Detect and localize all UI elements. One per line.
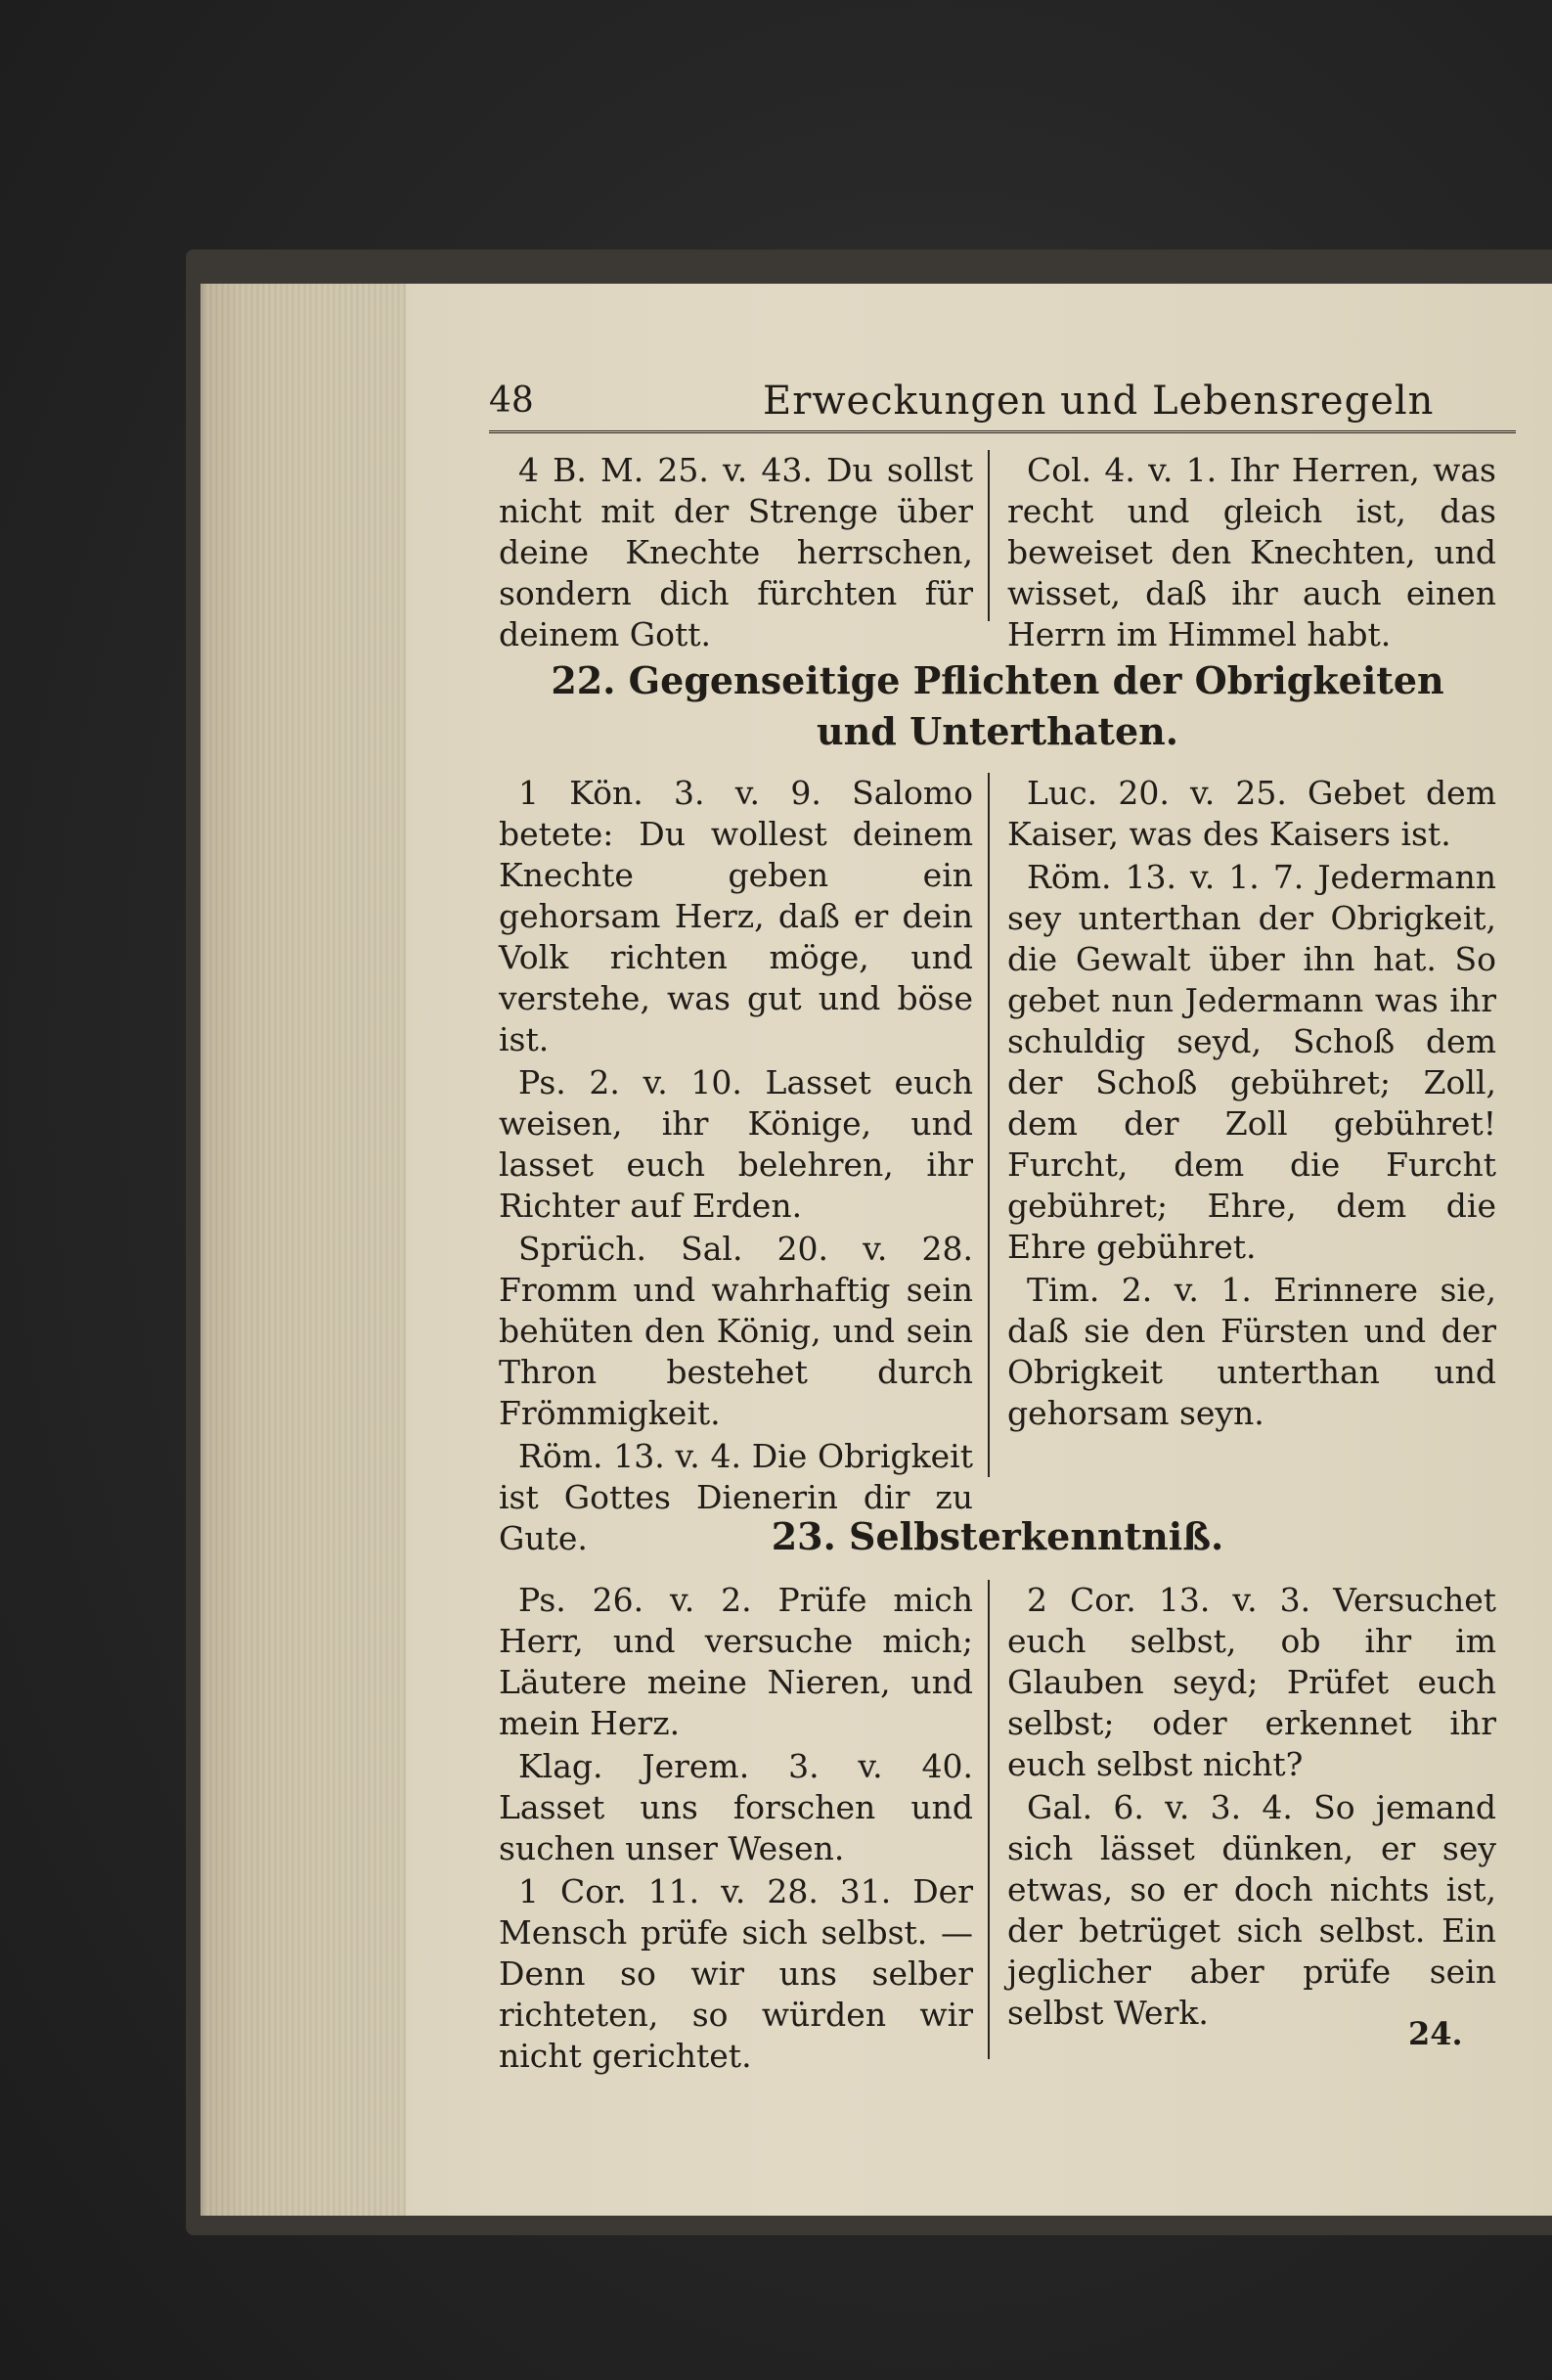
section-22-title-line-2: und Unterthaten. bbox=[817, 709, 1178, 753]
section-23-left-column bbox=[499, 1580, 973, 2079]
section-22-left-column bbox=[499, 773, 973, 1561]
page-number: 48 bbox=[489, 381, 534, 421]
verse-paragraph: 1 Cor. 11. v. 28. 31. Der Mensch prüfe sich selbst. — Denn so wir uns selber richteten, so würden wir nicht gerichtet. bbox=[499, 1872, 973, 2075]
top-right-column bbox=[1007, 450, 1496, 657]
verse-paragraph: 2 Cor. 13. v. 3. Versuchet euch selbst, ob ihr im Glauben seyd; Prüfet euch selbst; oder erkennet ihr euch selbst nicht? bbox=[1007, 1581, 1496, 1783]
top-left-column bbox=[499, 450, 973, 657]
verse-paragraph: 4 B. M. 25. v. 43. Du sollst nicht mit der Strenge über deine Knechte herrschen, sondern dich fürchten für deinem Gott. bbox=[499, 451, 973, 653]
verse-paragraph: Luc. 20. v. 25. Gebet dem Kaiser, was des Kaisers ist. bbox=[1007, 774, 1496, 853]
verse-paragraph: Tim. 2. v. 1. Erinnere sie, daß sie den Fürsten und der Obrigkeit unterthan und gehorsam seyn. bbox=[1007, 1271, 1496, 1432]
section-22-title-line-1: 22. Gegenseitige Pflichten der Obrigkeiten bbox=[551, 658, 1444, 702]
section-23-title bbox=[499, 1511, 1496, 1562]
section-22-right-column bbox=[1007, 773, 1496, 1436]
column-divider bbox=[988, 1580, 990, 2059]
column-divider bbox=[988, 773, 990, 1477]
verse-paragraph: 1 Kön. 3. v. 9. Salomo betete: Du wollest deinem Knechte geben ein gehorsam Herz, daß er dein Volk richten möge, und verstehe, was gut und böse ist. bbox=[499, 774, 973, 1058]
running-header bbox=[489, 372, 1516, 433]
verse-paragraph: Gal. 6. v. 3. 4. So jemand sich lässet dünken, er sey etwas, so er doch nichts ist, der betrüget sich selbst. Ein jeglicher aber prüfe sein selbst Werk. bbox=[1007, 1788, 1496, 2032]
verse-paragraph: Col. 4. v. 1. Ihr Herren, was recht und gleich ist, das beweiset den Knechten, und wisset, daß ihr auch einen Herrn im Himmel habt. bbox=[1007, 451, 1496, 653]
running-title: Erweckungen und Lebensregeln bbox=[763, 379, 1435, 424]
verse-paragraph: Klag. Jerem. 3. v. 40. Lasset uns forschen und suchen unser Wesen. bbox=[499, 1747, 973, 1867]
column-divider bbox=[988, 450, 990, 621]
section-23-title-text: 23. Selbsterkenntniß. bbox=[771, 1514, 1224, 1558]
page-stack-edges bbox=[200, 284, 406, 2216]
verse-paragraph: Ps. 26. v. 2. Prüfe mich Herr, und versuche mich; Läutere meine Nieren, und mein Herz. bbox=[499, 1581, 973, 1742]
catchword: 24. bbox=[1408, 2015, 1463, 2052]
section-22-title bbox=[499, 655, 1496, 757]
verse-paragraph: Röm. 13. v. 4. Die Obrigkeit ist Gottes Dienerin dir zu Gute. bbox=[499, 1437, 973, 1557]
printed-page bbox=[469, 333, 1526, 2074]
verse-paragraph: Röm. 13. v. 1. 7. Jedermann sey unterthan der Obrigkeit, die Gewalt über ihn hat. So gebet nun Jedermann was ihr schuldig seyd, Schoß dem der Schoß gebühret; Zoll, dem der Zoll gebühret! Furcht, dem die Furcht gebühret; Ehre, dem die Ehre gebühret. bbox=[1007, 858, 1496, 1266]
verse-paragraph: Sprüch. Sal. 20. v. 28. Fromm und wahrhaftig sein behüten den König, und sein Thron bestehet durch Frömmigkeit. bbox=[499, 1230, 973, 1432]
verse-paragraph: Ps. 2. v. 10. Lasset euch weisen, ihr Könige, und lasset euch belehren, ihr Richter auf Erden. bbox=[499, 1063, 973, 1225]
section-23-right-column bbox=[1007, 1580, 1496, 2036]
